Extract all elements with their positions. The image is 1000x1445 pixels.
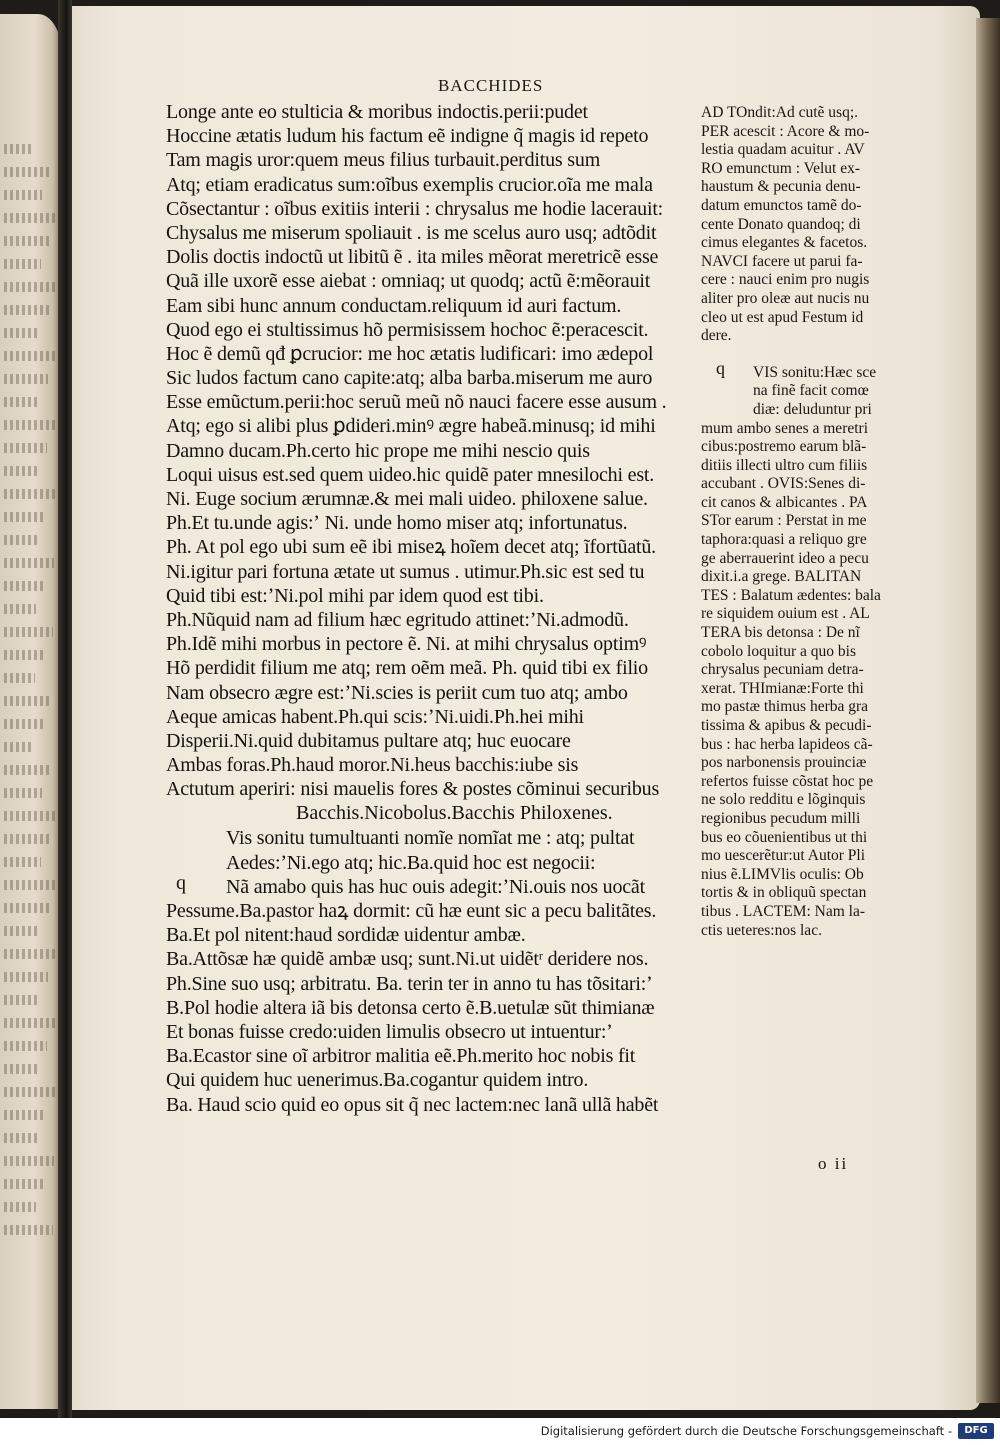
- text-line: Ba.Et pol nitent:haud sordidæ uidentur ambæ.: [166, 924, 526, 947]
- speaker-heading: Bacchis.Nicobolus.Bacchis Philoxenes.: [296, 802, 613, 825]
- text-line: Ph.Sine suo usq; arbitratu. Ba. terin ter in anno tu has tõsitari:ʼ: [166, 972, 653, 995]
- text-line: Ph.Nũquid nam ad filium hæc egritudo attinet:ʼNi.admodũ.: [166, 608, 629, 631]
- text-line: Cõsectantur : oĩbus exitiis interii : chrysalus me hodie lacerauit:: [166, 197, 664, 220]
- recto-page: [66, 6, 980, 1410]
- text-line: Esse emũctum.perii:hoc seruũ meũ nõ nauci facere esse ausum .: [166, 391, 667, 414]
- text-line: Ph. At pol ego ubi sum eẽ ibi miseꝝ hoĩem decet atq; ĩfortũatũ.: [166, 536, 656, 559]
- commentary-line: mum ambo senes a meretri: [701, 419, 869, 437]
- text-line: Atq; ego si alibi plus ꝑdideri.minꝰ ægre habeã.minusq; id mihi: [166, 415, 656, 438]
- text-line: Loqui uisus est.sed quem uideo.hic quidẽ pater mnesilochi est.: [166, 463, 655, 486]
- facing-page-line: [4, 1041, 47, 1051]
- text-line: Ba.Ecastor sine oĩ arbitror malitia eẽ.Ph.merito hoc nobis fit: [166, 1045, 636, 1068]
- page-edge: [976, 18, 1000, 1403]
- commentary-spacer: [701, 346, 901, 364]
- facing-page-line: [4, 903, 49, 913]
- facing-page-line: [4, 1179, 45, 1189]
- facing-page-fragment: [0, 14, 62, 1409]
- facing-page-line: [4, 650, 44, 660]
- facing-page-line: [4, 972, 48, 982]
- commentary-line: refertos fuisse cõstat hoc pe: [701, 772, 874, 790]
- funding-notice: Digitalisierung gefördert durch die Deutsche Forschungsgemeinschaft -: [540, 1424, 952, 1438]
- facing-page-line: [4, 558, 54, 568]
- facing-page-line: [4, 397, 39, 407]
- commentary-line: tibus . LACTEM: Nam la-: [701, 902, 866, 920]
- facing-page-line: [4, 926, 40, 936]
- facing-page-line: [4, 880, 58, 890]
- footer-bar: [0, 1418, 1000, 1445]
- facing-page-line: [4, 627, 53, 637]
- facing-page-line: [4, 811, 59, 821]
- commentary-line: xerat. THImianæ:Forte thi: [701, 679, 864, 697]
- commentary-line: mo uescerẽtur:ut Autor Pli: [701, 847, 866, 865]
- facing-page-line: [4, 190, 42, 200]
- text-line: Chysalus me miserum spoliauit . is me scelus auro usq; adtõdit: [166, 221, 657, 244]
- book-gutter: [58, 0, 72, 1418]
- facing-page-line: [4, 259, 41, 269]
- commentary-line: cleo ut est apud Festum id: [701, 308, 864, 326]
- text-line: Eam sibi hunc annum conductam.reliquum id auri factum.: [166, 294, 622, 317]
- commentary-line: ne solo redditu e lõginquis: [701, 791, 866, 809]
- text-line: Et bonas fuisse credo:uiden limulis obsecro ut intuentur:ʼ: [166, 1020, 613, 1043]
- commentary-line: VIS sonitu:Hæc sce: [753, 363, 877, 381]
- facing-page-line: [4, 995, 39, 1005]
- commentary-block-after: [701, 364, 901, 940]
- text-line: Sic ludos factum cano capite:atq; alba barba.miserum me auro: [166, 367, 653, 390]
- commentary-line: RO emunctum : Velut ex-: [701, 159, 860, 177]
- guide-letter-main: q: [176, 872, 186, 894]
- facing-page-line: [4, 1225, 53, 1235]
- commentary-line: NAVCI facere ut parui fa-: [701, 252, 863, 270]
- commentary-line: haustum & pecunia denu-: [701, 178, 861, 196]
- commentary-line: cere : nauci enim pro nugis: [701, 271, 870, 289]
- facing-page-line: [4, 1133, 37, 1143]
- commentary-line: tortis & in obliquũ spectan: [701, 884, 867, 902]
- commentary-line: ctis ueteres:nos lac.: [701, 921, 822, 939]
- facing-page-line: [4, 857, 41, 867]
- text-line: Hoc ẽ demũ qđ ꝑcrucior: me hoc ætatis ludificari: imo ædepol: [166, 342, 654, 365]
- commentary-line: cit canos & albicantes . PA: [701, 493, 868, 511]
- facing-page-line: [4, 512, 46, 522]
- facing-page-line: [4, 834, 50, 844]
- commentary-column: [701, 104, 901, 940]
- facing-page-line: [4, 144, 34, 154]
- commentary-line: cobolo loquitur a quo bis: [701, 642, 856, 660]
- facing-page-line: [4, 1156, 54, 1166]
- facing-page-line: [4, 236, 50, 246]
- facing-page-line: [4, 949, 57, 959]
- commentary-line: cente Donato quandoq; di: [701, 215, 861, 233]
- text-line: Aeque amicas habent.Ph.qui scis:ʼNi.uidi.Ph.hei mihi: [166, 705, 584, 728]
- facing-page-line: [4, 420, 56, 430]
- facing-page-line: [4, 765, 51, 775]
- commentary-line: chrysalus pecuniam detra-: [701, 661, 864, 679]
- commentary-line: cibus:postremo earum blã-: [701, 438, 867, 456]
- facing-page-line: [4, 604, 36, 614]
- text-line: Ni. Euge socium ærumnæ.& mei mali uideo. philoxene salue.: [166, 488, 648, 510]
- facing-page-line: [4, 719, 43, 729]
- commentary-line: pos narbonensis prouinciæ: [701, 754, 867, 772]
- main-text-column: [166, 100, 696, 1117]
- dfg-logo: DFG: [958, 1423, 994, 1439]
- commentary-line: accubant . OVIS:Senes di-: [701, 475, 866, 493]
- text-line: Atq; etiam eradicatus sum:oĩbus exemplis crucior.oĩa me mala: [166, 173, 653, 196]
- text-line: Ph.Idẽ mihi morbus in pectore ẽ. Ni. at mihi chrysalus optimꝰ: [166, 633, 647, 656]
- text-line: Nam obsecro ægre est:ʼNi.scies is periit cum tuo atq; ambo: [166, 681, 628, 704]
- commentary-line: mo pastæ thimus herba gra: [701, 698, 869, 716]
- facing-page-line: [4, 673, 35, 683]
- text-line: Tam magis uror:quem meus filius turbauit.perditus sum: [166, 149, 601, 172]
- text-line: Nã amabo quis has huc ouis adegit:ʼNi.ouis nos uocãt: [226, 875, 645, 898]
- commentary-line: dixit.i.a grege. BALITAN: [701, 568, 862, 586]
- text-line: Pessume.Ba.pastor haꝝ dormit: cũ hæ eunt sic a pecu balitãtes.: [166, 900, 657, 922]
- text-line: Dolis doctis indoctũ ut libitũ ẽ . ita miles mẽorat meretricẽ esse: [166, 246, 659, 269]
- text-line: Ph.Et tu.unde agis:ʼ Ni. unde homo miser atq; infortunatus.: [166, 512, 628, 535]
- facing-page-line: [4, 788, 42, 798]
- facing-page-line: [4, 489, 55, 499]
- running-head: BACCHIDES: [438, 76, 544, 95]
- facing-page-line: [4, 1064, 38, 1074]
- facing-page-line: [4, 282, 58, 292]
- text-line: Ni.igitur pari fortuna ætate ut sumus . utimur.Ph.sic est sed tu: [166, 560, 645, 583]
- signature-mark: o ii: [818, 1154, 849, 1173]
- commentary-line: na finẽ facit comœ: [753, 382, 869, 400]
- main-text-block-after: [166, 826, 696, 1116]
- facing-page-line: [4, 1018, 56, 1028]
- commentary-line: PER acescit : Acore & mo-: [701, 122, 870, 140]
- commentary-line: datum emunctos tamẽ do-: [701, 196, 862, 214]
- facing-page-line: [4, 443, 47, 453]
- commentary-line: aliter pro oleæ aut nucis nu: [701, 289, 870, 307]
- text-line: Qui quidem huc uenerimus.Ba.cogantur quidem intro.: [166, 1069, 589, 1092]
- facing-page-line: [4, 213, 59, 223]
- text-line: Vis sonitu tumultuanti nomĩe nomĩat me : atq; pultat: [226, 827, 635, 850]
- facing-page-line: [4, 167, 51, 177]
- commentary-line: ditiis illecti ultro cum filiis: [701, 456, 868, 474]
- text-line: Disperii.Ni.quid dubitamus pultare atq; huc euocare: [166, 729, 571, 752]
- commentary-line: bus eo cõuenientibus ut thi: [701, 828, 868, 846]
- text-line: Quã ille uxorẽ esse aiebat : omniaq; ut quodq; actũ ẽ:mẽorauit: [166, 270, 651, 293]
- text-line: Hoccine ætatis ludum his factum eẽ indigne q̃ magis id repeto: [166, 125, 649, 148]
- facing-page-text-fragment: [0, 144, 62, 1248]
- text-line: Quid tibi est:ʼNi.pol mihi par idem quod est tibi.: [166, 584, 544, 607]
- facing-page-line: [4, 1110, 46, 1120]
- commentary-line: re siquidem ouium est . AL: [701, 605, 870, 623]
- commentary-line: dere.: [701, 327, 732, 345]
- text-line: Ba. Haud scio quid eo opus sit q̃ nec lactem:nec lanã ullã habẽt: [166, 1093, 659, 1116]
- text-line: Longe ante eo stulticia & moribus indoctis.perii:pudet: [166, 101, 588, 123]
- text-line: Actutum aperiri: nisi mauelis fores & postes cõminui securibus: [166, 778, 660, 801]
- commentary-line: TES : Balatum ædentes: bala: [701, 586, 881, 604]
- commentary-line: bus : hac herba lapideos cã-: [701, 735, 873, 753]
- facing-page-line: [4, 374, 48, 384]
- facing-page-line: [4, 1202, 36, 1212]
- main-text-block: [166, 100, 696, 801]
- commentary-line: AD TOndit:Ad cutẽ usq;.: [701, 104, 859, 121]
- facing-page-line: [4, 581, 45, 591]
- commentary-line: ge aberrauerint ideo a pecu: [701, 549, 869, 567]
- text-line: B.Pol hodie altera iã bis detonsa certo ẽ.B.uetulæ sũt thimianæ: [166, 996, 655, 1019]
- facing-page-line: [4, 1087, 55, 1097]
- text-line: Hõ perdidit filium me atq; rem oẽm meã. Ph. quid tibi ex filio: [166, 657, 648, 680]
- facing-page-line: [4, 305, 49, 315]
- facing-page-line: [4, 535, 37, 545]
- commentary-block: [701, 104, 901, 346]
- text-line: Damno ducam.Ph.certo hic prope me mihi nescio quis: [166, 439, 590, 462]
- facing-page-line: [4, 696, 52, 706]
- commentary-line: lestia quadam acuitur . AV: [701, 141, 865, 159]
- commentary-line: regionibus pecudum milli: [701, 809, 861, 827]
- commentary-line: cimus elegantes & facetos.: [701, 234, 868, 252]
- commentary-line: STor earum : Perstat in me: [701, 512, 867, 530]
- commentary-line: TERA bis detonsa : De nĩ: [701, 624, 860, 642]
- text-line: Ambas foras.Ph.haud moror.Ni.heus bacchis:iube sis: [166, 754, 579, 777]
- facing-page-line: [4, 351, 57, 361]
- text-line: Quod ego ei stultissimus hõ permisissem hochoc ẽ:peracescit.: [166, 318, 649, 341]
- facing-page-line: [4, 742, 34, 752]
- facing-page-line: [4, 328, 40, 338]
- text-line: Aedes:ʼNi.ego atq; hic.Ba.quid hoc est negocii:: [226, 851, 596, 874]
- commentary-line: taphora:quasi a reliquo gre: [701, 531, 867, 549]
- guide-letter-commentary: q: [716, 358, 725, 378]
- commentary-line: tissima & apibus & pecudi-: [701, 717, 872, 734]
- commentary-line: nius ẽ.LIMVlis oculis: Ob: [701, 865, 864, 883]
- facing-page-line: [4, 466, 38, 476]
- commentary-line: diæ: deluduntur pri: [753, 400, 872, 418]
- text-line: Ba.Attõsæ hæ quidẽ ambæ usq; sunt.Ni.ut uidẽtʳ deridere nos.: [166, 948, 649, 971]
